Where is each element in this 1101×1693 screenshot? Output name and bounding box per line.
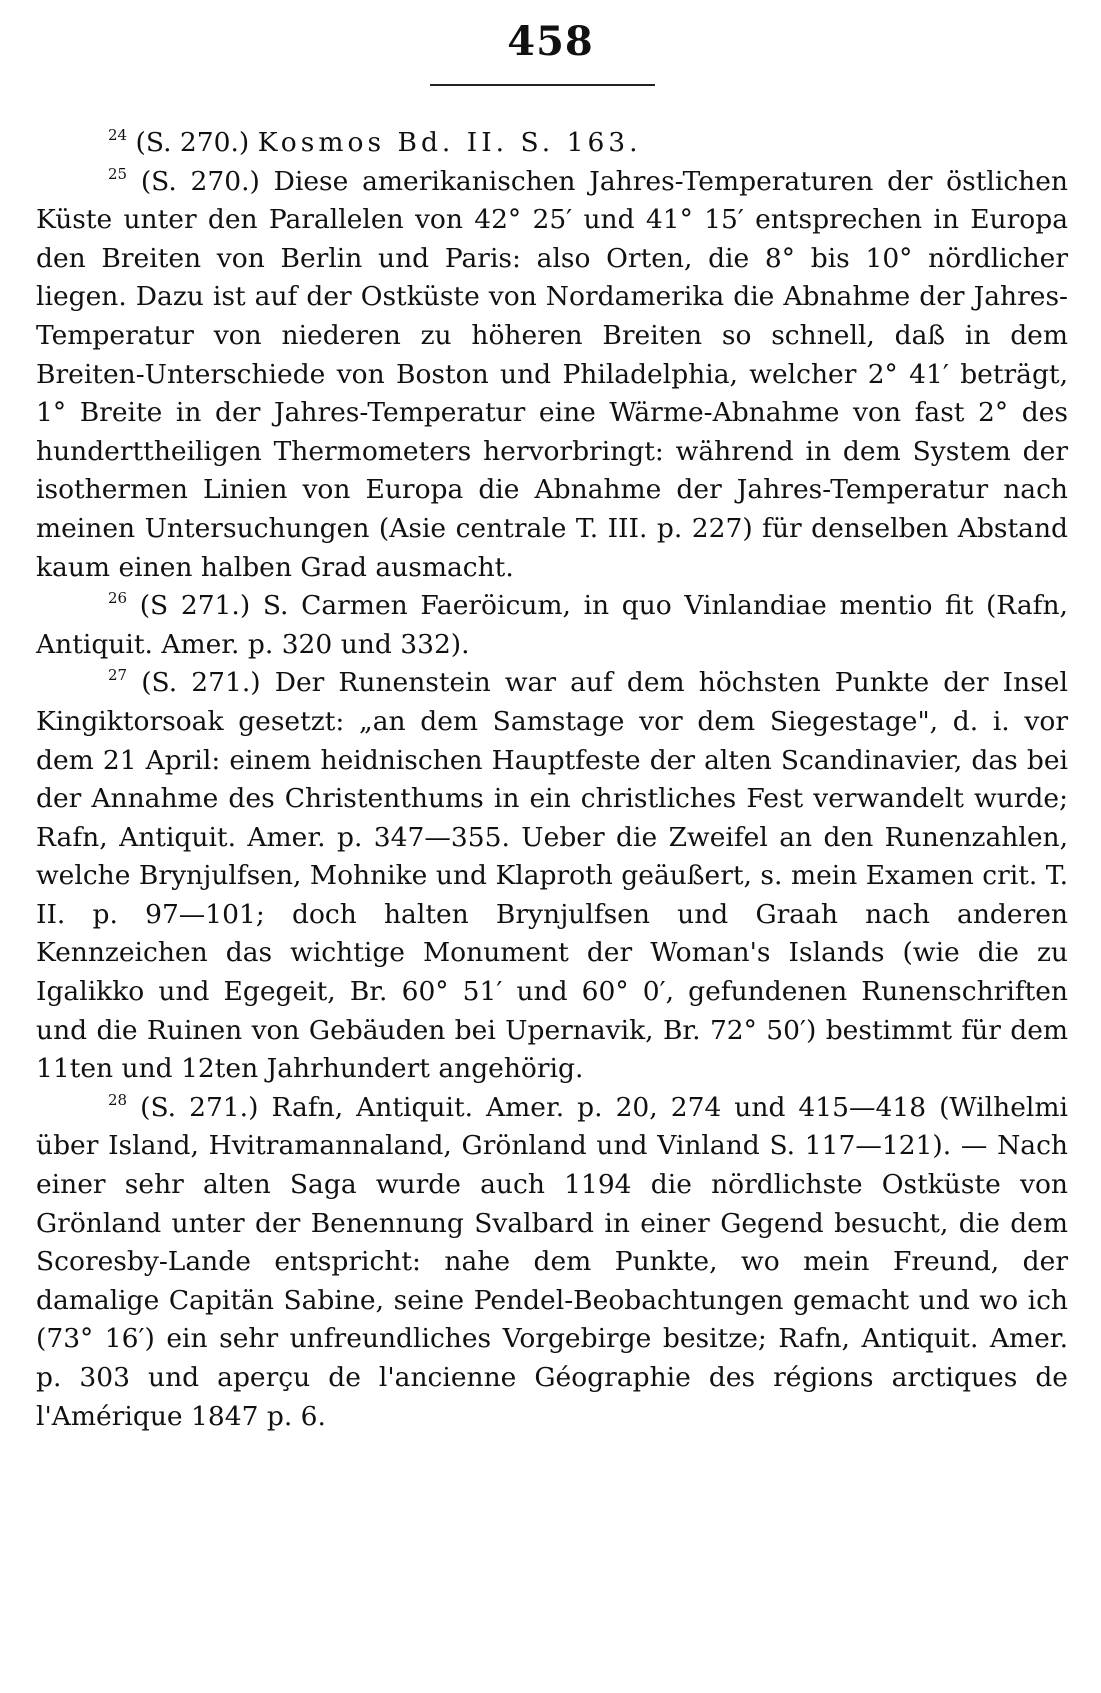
footnote-number: 24 bbox=[108, 126, 128, 144]
footnote-text: S. Carmen Faeröicum, in quo Vinlandiae mentio fit (Rafn, Antiquit. Amer. p. 320 und 332). bbox=[36, 590, 1068, 660]
footnote-24 bbox=[36, 124, 1068, 163]
footnote-ref: (S. 270.) bbox=[140, 165, 260, 197]
footnote-27 bbox=[36, 664, 1068, 1089]
footnote-25 bbox=[36, 163, 1068, 588]
footnote-ref: (S. 271.) bbox=[140, 1091, 259, 1123]
footnote-text: Rafn, Antiquit. Amer. p. 20, 274 und 415—418 (Wilhelmi über Island, Hvitramannaland, Grönland und Vinland S. 117—121). — Nach einer sehr alten Saga wurde auch 1194 die nördlichste Ostküste von Grönland unter der Benennung Svalbard in einer Gegend besucht, die dem Scoresby-Lande entspricht: nahe dem Punkte, wo mein Freund, der damalige Capitän Sabine, seine Pendel-Beobachtungen gemacht und wo ich (73° 16′) ein sehr unfreundliches Vorgebirge besitze; Rafn, Antiquit. Amer. p. 303 und aperçu de l'ancienne Géographie des régions arctiques de l'Amérique 1847 p. 6. bbox=[36, 1091, 1068, 1432]
footnote-text: Der Runenstein war auf dem höchsten Punkte der Insel Kingiktorsoak gesetzt: „an dem Samstage vor dem Siegestage", d. i. vor dem 21 April: einem heidnischen Hauptfeste der alten Scandinavier, das bei der Annahme des Christenthums in ein christliches Fest verwandelt wurde; Rafn, Antiquit. Amer. p. 347—355. Ueber die Zweifel an den Runenzahlen, welche Brynjulfsen, Mohnike und Klaproth geäußert, s. mein Examen crit. T. II. p. 97—101; doch halten Brynjulfsen und Graah nach anderen Kennzeichen das wichtige Monument der Woman's Islands (wie die zu Igalikko und Egegeit, Br. 60° 51′ und 60° 0′, gefundenen Runenschriften und die Ruinen von Gebäuden bei Upernavik, Br. 72° 50′) bestimmt für dem 11ten und 12ten Jahrhundert angehörig. bbox=[36, 667, 1068, 1085]
footnote-26 bbox=[36, 587, 1068, 664]
footnote-ref: (S. 271.) bbox=[141, 667, 261, 699]
page-number: 458 bbox=[507, 18, 594, 65]
footnote-text: Kosmos Bd. II. S. 163. bbox=[257, 127, 642, 158]
header-rule bbox=[430, 84, 655, 86]
footnote-ref: (S. 270.) bbox=[135, 127, 250, 158]
footnote-number: 28 bbox=[108, 1090, 128, 1109]
footnote-number: 25 bbox=[108, 164, 128, 183]
footnote-number: 26 bbox=[108, 589, 128, 608]
footnote-ref: (S 271.) bbox=[139, 590, 251, 622]
footnotes bbox=[36, 124, 1068, 1436]
footnote-text: Diese amerikanischen Jahres-Temperaturen der östlichen Küste unter den Parallelen von 42° 25′ und 41° 15′ entsprechen in Europa den Breiten von Berlin und Paris: also Orten, die 8° bis 10° nördlicher liegen. Dazu ist auf der Ostküste von Nordamerika die Abnahme der Jahres-Temperatur von niederen zu höheren Breiten so schnell, daß in dem Breiten-Unterschiede von Boston und Philadelphia, welcher 2° 41′ beträgt, 1° Breite in der Jahres-Temperatur eine Wärme-Abnahme von fast 2° des hunderttheiligen Thermometers hervorbringt: während in dem System der isothermen Linien von Europa die Abnahme der Jahres-Temperatur nach meinen Untersuchungen (Asie centrale T. III. p. 227) für denselben Abstand kaum einen halben Grad ausmacht. bbox=[36, 165, 1068, 583]
footnote-number: 27 bbox=[108, 666, 128, 685]
footnote-28 bbox=[36, 1089, 1068, 1436]
